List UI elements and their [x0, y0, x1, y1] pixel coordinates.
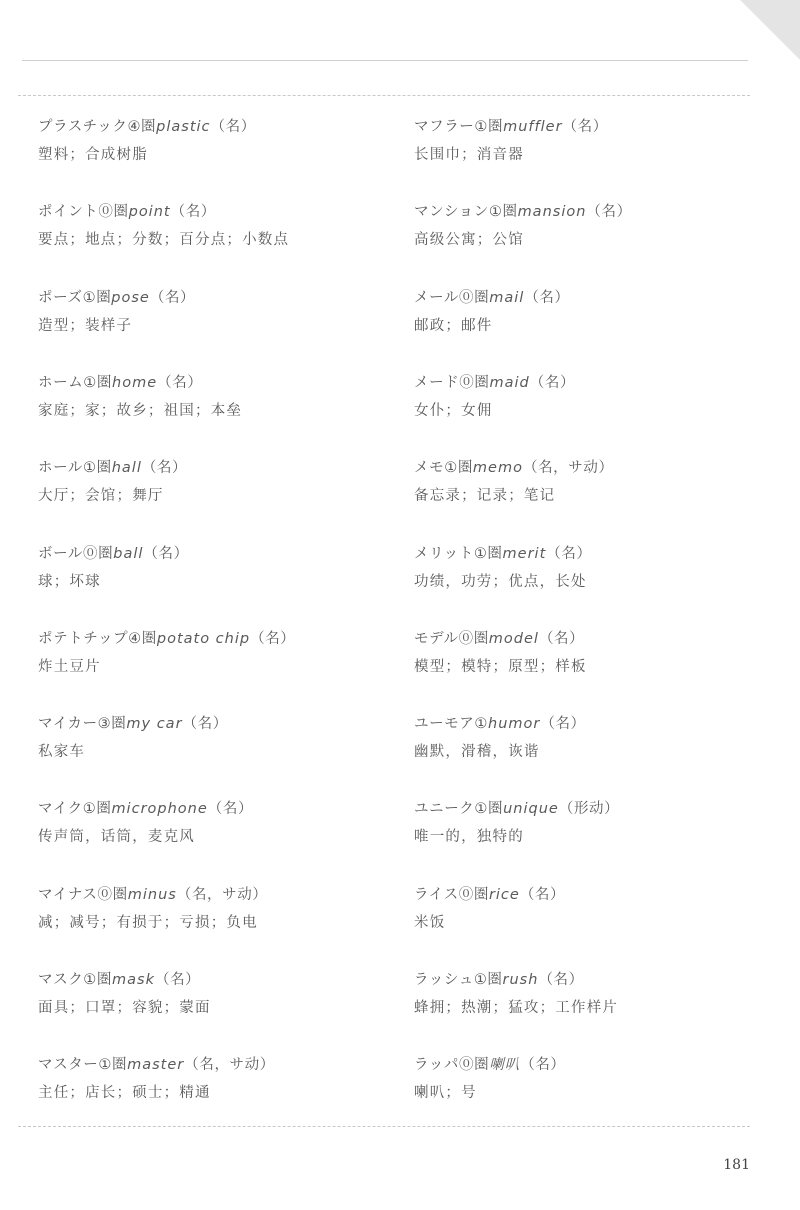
- meaning-text: 幽默，滑稽，诙谐: [414, 744, 540, 761]
- katakana-word: ポテトチップ④: [38, 630, 142, 647]
- source-word: home: [112, 374, 158, 391]
- vocab-entry: [38, 1054, 398, 1114]
- origin-marker: 圏: [96, 460, 112, 477]
- source-word: plastic: [156, 119, 211, 135]
- part-of-speech: （名）: [207, 801, 254, 818]
- source-word: muffler: [503, 119, 563, 135]
- headword-line: [414, 372, 774, 394]
- meaning-text: 要点；地点；分数；百分点；小数点: [38, 232, 290, 249]
- header-rule: [22, 60, 748, 61]
- meaning-text: 邮政；邮件: [414, 317, 493, 334]
- part-of-speech: （名）: [210, 119, 256, 135]
- vocab-entry: [38, 628, 398, 688]
- katakana-word: ホーム①: [38, 374, 97, 391]
- part-of-speech: （名）: [143, 545, 189, 562]
- page-number: 181: [723, 1157, 750, 1173]
- origin-marker: 圏: [488, 801, 504, 818]
- meaning-text: 面具；口罩；容貌；蒙面: [38, 1000, 211, 1016]
- source-word: potato chip: [156, 630, 251, 647]
- headword-line: [38, 457, 398, 479]
- meaning-text: 蜂拥；热潮；猛攻；工作样片: [414, 1000, 619, 1016]
- origin-marker: 圏: [487, 972, 503, 988]
- headword-line: [414, 543, 774, 565]
- vocab-entry: [414, 628, 774, 688]
- meaning-text: 模型；模特；原型；样板: [414, 658, 587, 675]
- part-of-speech: （名）: [529, 374, 576, 391]
- origin-marker: 圏: [502, 204, 518, 221]
- origin-marker: 圏: [141, 630, 157, 647]
- vocab-entry: [414, 201, 774, 261]
- meaning-text: 女仆；女佣: [414, 402, 493, 419]
- part-of-speech: （名）: [546, 545, 592, 562]
- headword-line: [38, 287, 398, 309]
- headword-line: [38, 116, 398, 138]
- source-word: mail: [489, 289, 525, 306]
- meaning-text: 减；减号；有损于；亏损；负电: [38, 914, 258, 931]
- origin-marker: 圏: [96, 289, 112, 306]
- source-word: pose: [111, 289, 150, 306]
- headword-line: [38, 1054, 398, 1076]
- source-word: unique: [503, 801, 559, 818]
- vocab-entry: [38, 798, 398, 858]
- headword-line: [414, 116, 774, 138]
- vocab-entry: [414, 543, 774, 603]
- headword-line: [414, 884, 774, 906]
- vocab-entry: [38, 372, 398, 432]
- katakana-word: マスター①: [38, 1057, 112, 1074]
- part-of-speech: （名）: [520, 1057, 566, 1074]
- part-of-speech: （名）: [170, 204, 216, 221]
- meaning-text: 长围巾；消音器: [414, 147, 524, 163]
- origin-marker: 圏: [457, 460, 473, 477]
- part-of-speech: （名）: [519, 886, 566, 903]
- origin-marker: 圏: [98, 545, 114, 562]
- meaning-text: 备忘录；记录；笔记: [414, 488, 556, 505]
- part-of-speech: （名）: [149, 289, 196, 306]
- katakana-word: マイク①: [38, 801, 97, 818]
- source-word: minus: [127, 886, 177, 903]
- vocab-entry: [38, 116, 398, 176]
- katakana-word: プラスチック④: [38, 119, 142, 135]
- origin-marker: 圏: [113, 204, 129, 221]
- source-word: mansion: [517, 204, 587, 221]
- headword-line: [414, 1054, 774, 1076]
- headword-line: [38, 884, 398, 906]
- headword-line: [38, 543, 398, 565]
- origin-marker: 圏: [111, 716, 127, 733]
- vocabulary-columns: [38, 116, 758, 1116]
- meaning-text: 传声筒，话筒，麦克风: [38, 829, 195, 846]
- origin-marker: 圏: [474, 289, 490, 306]
- katakana-word: モデル⓪: [414, 630, 474, 647]
- meaning-text: 功绩，功劳；优点，长处: [414, 573, 587, 590]
- headword-line: [38, 798, 398, 820]
- vocab-entry: [38, 287, 398, 347]
- part-of-speech: （名）: [524, 289, 570, 306]
- source-word: memo: [472, 460, 523, 477]
- headword-line: [38, 372, 398, 394]
- source-word: ball: [113, 545, 144, 562]
- katakana-word: マイカー③: [38, 716, 112, 733]
- headword-line: [38, 628, 398, 650]
- headword-line: [414, 628, 774, 650]
- source-word: microphone: [111, 801, 208, 818]
- source-word: my car: [126, 716, 183, 733]
- source-word: maid: [489, 374, 530, 391]
- part-of-speech: （名）: [157, 374, 203, 391]
- meaning-text: 私家车: [38, 744, 86, 761]
- katakana-word: ユニーク①: [414, 801, 488, 818]
- katakana-word: ポイント⓪: [38, 204, 114, 221]
- meaning-text: 塑料；合成树脂: [38, 147, 148, 163]
- vocab-entry: [414, 884, 774, 944]
- meaning-text: 主任；店长；硕士；精通: [38, 1085, 211, 1102]
- page-corner-fold: [740, 0, 800, 60]
- katakana-word: マスク①: [38, 972, 97, 988]
- source-word: rush: [502, 972, 539, 988]
- source-word: 喇叭: [489, 1057, 521, 1074]
- origin-marker: 圏: [96, 801, 112, 818]
- part-of-speech: （名，サ动）: [184, 1057, 275, 1074]
- vocab-entry: [414, 287, 774, 347]
- headword-line: [414, 457, 774, 479]
- vocab-entry: [414, 116, 774, 176]
- vocab-entry: [38, 884, 398, 944]
- katakana-word: ラッパ⓪: [414, 1057, 475, 1074]
- katakana-word: ホール①: [38, 460, 97, 477]
- part-of-speech: （名）: [154, 972, 201, 988]
- source-word: mask: [112, 972, 155, 988]
- origin-marker: 圏: [474, 374, 490, 391]
- vocab-entry: [414, 372, 774, 432]
- vocab-entry: [38, 457, 398, 517]
- lower-dashed-rule: [18, 1126, 750, 1127]
- origin-marker: 圏: [141, 119, 157, 135]
- vocab-entry: [38, 713, 398, 773]
- vocab-entry: [38, 201, 398, 261]
- origin-marker: 圏: [473, 630, 489, 647]
- headword-line: [414, 969, 774, 991]
- part-of-speech: （名）: [182, 716, 228, 733]
- part-of-speech: （名）: [540, 716, 586, 733]
- vocab-entry: [38, 969, 398, 1029]
- origin-marker: 圏: [474, 1057, 490, 1074]
- katakana-word: ボール⓪: [38, 545, 99, 562]
- katakana-word: ライス⓪: [414, 886, 474, 903]
- headword-line: [38, 969, 398, 991]
- part-of-speech: （名）: [538, 972, 584, 988]
- vocab-entry: [414, 1054, 774, 1114]
- part-of-speech: （名）: [141, 460, 188, 477]
- origin-marker: 圏: [488, 119, 504, 135]
- katakana-word: マフラー①: [414, 119, 488, 135]
- upper-dashed-rule: [18, 95, 750, 96]
- source-word: hall: [111, 460, 142, 477]
- headword-line: [414, 713, 774, 735]
- part-of-speech: （形动）: [558, 801, 620, 818]
- vocab-entry: [414, 969, 774, 1029]
- source-word: model: [488, 630, 539, 647]
- meaning-text: 唯一的，独特的: [414, 829, 524, 846]
- meaning-text: 家庭；家；故乡；祖国；本垒: [38, 402, 243, 419]
- part-of-speech: （名）: [250, 630, 296, 647]
- katakana-word: マイナス⓪: [38, 886, 113, 903]
- source-word: humor: [488, 716, 541, 733]
- source-word: master: [127, 1057, 185, 1074]
- source-word: merit: [502, 545, 547, 562]
- part-of-speech: （名）: [562, 119, 608, 135]
- katakana-word: ラッシュ①: [414, 972, 488, 988]
- origin-marker: 圏: [112, 1057, 128, 1074]
- katakana-word: マンション①: [414, 204, 503, 221]
- headword-line: [414, 287, 774, 309]
- vocab-entry: [38, 543, 398, 603]
- origin-marker: 圏: [473, 886, 489, 903]
- katakana-word: メリット①: [414, 545, 488, 562]
- meaning-text: 大厅；会馆；舞厅: [38, 488, 164, 505]
- origin-marker: 圏: [112, 886, 128, 903]
- katakana-word: メール⓪: [414, 289, 475, 306]
- vocab-entry: [414, 798, 774, 858]
- headword-line: [38, 201, 398, 223]
- katakana-word: メモ①: [414, 460, 458, 477]
- part-of-speech: （名，サ动）: [176, 886, 268, 903]
- meaning-text: 造型；装样子: [38, 317, 133, 334]
- headword-line: [414, 798, 774, 820]
- origin-marker: 圏: [96, 374, 113, 391]
- source-word: point: [128, 204, 171, 221]
- katakana-word: メード⓪: [414, 374, 475, 391]
- vocab-entry: [414, 713, 774, 773]
- meaning-text: 米饭: [414, 914, 446, 931]
- origin-marker: 圏: [96, 972, 113, 988]
- katakana-word: ポーズ①: [38, 289, 97, 306]
- meaning-text: 炸土豆片: [38, 658, 101, 675]
- meaning-text: 高级公寓；公馆: [414, 232, 524, 249]
- part-of-speech: （名）: [586, 204, 632, 221]
- meaning-text: 喇叭；号: [414, 1085, 477, 1102]
- katakana-word: ユーモア①: [414, 716, 488, 733]
- source-word: rice: [488, 886, 520, 903]
- vocab-entry: [414, 457, 774, 517]
- origin-marker: 圏: [487, 545, 503, 562]
- meaning-text: 球；坏球: [38, 573, 101, 590]
- headword-line: [38, 713, 398, 735]
- part-of-speech: （名）: [538, 630, 585, 647]
- part-of-speech: （名，サ动）: [522, 460, 614, 477]
- headword-line: [414, 201, 774, 223]
